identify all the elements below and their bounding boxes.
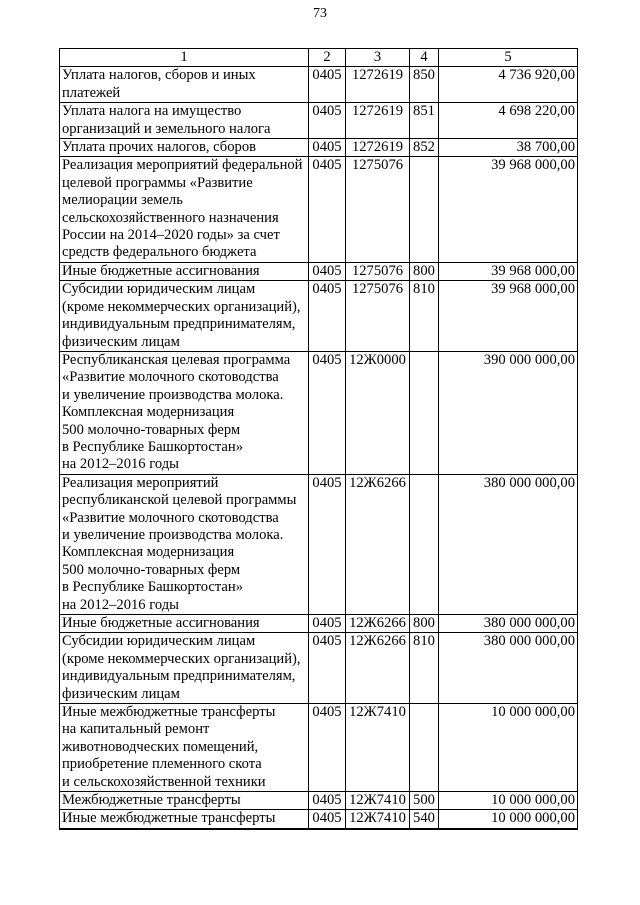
cell-expense xyxy=(410,704,439,792)
cell-target: 12Ж0000 xyxy=(346,351,410,474)
cell-name-line: индивидуальным предпринимателям, xyxy=(62,316,296,333)
cell-section: 0405 xyxy=(309,810,346,829)
cell-section: 0405 xyxy=(309,474,346,614)
cell-amount: 10 000 000,00 xyxy=(439,810,578,829)
cell-name-line: Уплата прочих налогов, сборов xyxy=(62,139,257,156)
budget-table xyxy=(59,48,578,830)
cell-name-line: Субсидии юридическим лицам xyxy=(62,633,256,650)
table-row xyxy=(60,281,578,352)
cell-name-line: 500 молочно-товарных ферм xyxy=(62,561,241,578)
cell-expense: 500 xyxy=(410,792,439,810)
table-row xyxy=(60,474,578,614)
cell-target: 1275076 xyxy=(346,281,410,352)
cell-name-line: Реализация мероприятий xyxy=(62,474,219,491)
cell-name-line: на 2012–2016 годы xyxy=(62,596,179,613)
cell-amount: 4 736 920,00 xyxy=(439,67,578,103)
cell-amount: 380 000 000,00 xyxy=(439,615,578,633)
cell-name-line: организаций и земельного налога xyxy=(62,120,271,137)
cell-name-line: Республиканская целевая программа xyxy=(62,351,291,368)
cell-section: 0405 xyxy=(309,792,346,810)
cell-name xyxy=(60,351,309,474)
cell-amount: 39 968 000,00 xyxy=(439,281,578,352)
cell-name-line: Иные межбюджетные трансферты xyxy=(62,810,276,827)
cell-amount: 39 968 000,00 xyxy=(439,157,578,262)
table-body xyxy=(60,67,578,829)
cell-section: 0405 xyxy=(309,351,346,474)
table-row xyxy=(60,139,578,157)
cell-name xyxy=(60,103,309,139)
page-number: 73 xyxy=(313,6,327,21)
cell-amount: 4 698 220,00 xyxy=(439,103,578,139)
cell-name-line: сельскохозяйственного назначения xyxy=(62,209,279,226)
cell-name-line: индивидуальным предпринимателям, xyxy=(62,668,296,685)
cell-name xyxy=(60,810,309,829)
cell-section: 0405 xyxy=(309,633,346,704)
cell-name-line: животноводческих помещений, xyxy=(62,738,259,755)
cell-name-line: «Развитие молочного скотоводства xyxy=(62,509,279,526)
header-col-2: 2 xyxy=(309,49,346,67)
cell-expense: 852 xyxy=(410,139,439,157)
cell-expense xyxy=(410,157,439,262)
table-row xyxy=(60,262,578,280)
cell-name-line: Иные бюджетные ассигнования xyxy=(62,262,260,279)
cell-amount: 380 000 000,00 xyxy=(439,633,578,704)
cell-amount: 10 000 000,00 xyxy=(439,704,578,792)
cell-target: 12Ж7410 xyxy=(346,704,410,792)
cell-target: 12Ж6266 xyxy=(346,633,410,704)
cell-name xyxy=(60,615,309,633)
cell-name xyxy=(60,139,309,157)
cell-name-line: в Республике Башкортостан» xyxy=(62,438,244,455)
cell-name-line: республиканской целевой программы xyxy=(62,492,297,509)
cell-name xyxy=(60,474,309,614)
cell-name-line: в Республике Башкортостан» xyxy=(62,579,244,596)
cell-section: 0405 xyxy=(309,157,346,262)
cell-target: 1272619 xyxy=(346,67,410,103)
cell-amount: 380 000 000,00 xyxy=(439,474,578,614)
cell-section: 0405 xyxy=(309,67,346,103)
cell-name-line: на капитальный ремонт xyxy=(62,721,210,738)
cell-section: 0405 xyxy=(309,262,346,280)
cell-name-line: 500 молочно-товарных ферм xyxy=(62,421,241,438)
cell-name xyxy=(60,704,309,792)
cell-amount: 10 000 000,00 xyxy=(439,792,578,810)
cell-expense: 810 xyxy=(410,281,439,352)
cell-name-line: Иные бюджетные ассигнования xyxy=(62,615,260,631)
cell-name-line: Иные межбюджетные трансферты xyxy=(62,704,276,721)
cell-name-line: целевой программы «Развитие xyxy=(62,174,253,191)
header-col-1: 1 xyxy=(60,49,309,67)
cell-section: 0405 xyxy=(309,281,346,352)
cell-expense: 851 xyxy=(410,103,439,139)
cell-amount: 39 968 000,00 xyxy=(439,262,578,280)
cell-name-line: Реализация мероприятий федеральной xyxy=(62,157,303,174)
cell-name-line: платежей xyxy=(62,84,121,101)
cell-name-line: физическим лицам xyxy=(62,333,180,350)
cell-name-line: физическим лицам xyxy=(62,685,180,702)
cell-name xyxy=(60,157,309,262)
cell-section: 0405 xyxy=(309,615,346,633)
cell-target: 12Ж6266 xyxy=(346,474,410,614)
cell-name-line: Межбюджетные трансферты xyxy=(62,792,241,809)
cell-name-line: Комплексная модернизация xyxy=(62,404,235,421)
cell-amount: 38 700,00 xyxy=(439,139,578,157)
cell-name-line: мелиорации земель xyxy=(62,192,183,209)
table-row xyxy=(60,810,578,829)
cell-section: 0405 xyxy=(309,139,346,157)
cell-name xyxy=(60,633,309,704)
table-row xyxy=(60,67,578,103)
cell-target: 12Ж7410 xyxy=(346,810,410,829)
cell-name-line: и увеличение производства молока. xyxy=(62,386,284,403)
cell-name-line: Комплексная модернизация xyxy=(62,544,235,561)
cell-expense: 850 xyxy=(410,67,439,103)
table-row xyxy=(60,792,578,810)
cell-name-line: «Развитие молочного скотоводства xyxy=(62,369,279,386)
header-col-3: 3 xyxy=(346,49,410,67)
cell-name xyxy=(60,262,309,280)
table-row xyxy=(60,351,578,474)
cell-name-line: приобретение племенного скота xyxy=(62,756,262,773)
cell-target: 12Ж7410 xyxy=(346,792,410,810)
cell-section: 0405 xyxy=(309,704,346,792)
table-row xyxy=(60,103,578,139)
table-row xyxy=(60,704,578,792)
cell-expense xyxy=(410,474,439,614)
cell-name xyxy=(60,67,309,103)
cell-target: 1272619 xyxy=(346,103,410,139)
cell-name xyxy=(60,792,309,810)
cell-name-line: Уплата налога на имущество xyxy=(62,103,242,120)
cell-target: 1272619 xyxy=(346,139,410,157)
cell-target: 1275076 xyxy=(346,262,410,280)
cell-expense: 810 xyxy=(410,633,439,704)
header-col-4: 4 xyxy=(410,49,439,67)
cell-name-line: и сельскохозяйственной техники xyxy=(62,773,266,790)
cell-name-line: (кроме некоммерческих организаций), xyxy=(62,650,301,667)
header-col-5: 5 xyxy=(439,49,578,67)
cell-name-line: средств федерального бюджета xyxy=(62,244,257,261)
cell-target: 12Ж6266 xyxy=(346,615,410,633)
cell-name-line: России на 2014–2020 годы» за счет xyxy=(62,227,280,244)
cell-expense xyxy=(410,351,439,474)
cell-name-line: Уплата налогов, сборов и иных xyxy=(62,67,256,84)
cell-expense: 540 xyxy=(410,810,439,829)
table-row xyxy=(60,615,578,633)
cell-name-line: (кроме некоммерческих организаций), xyxy=(62,298,301,315)
table-row xyxy=(60,633,578,704)
cell-expense: 800 xyxy=(410,262,439,280)
cell-target: 1275076 xyxy=(346,157,410,262)
cell-name-line: Субсидии юридическим лицам xyxy=(62,281,256,298)
cell-name-line: и увеличение производства молока. xyxy=(62,526,284,543)
cell-name xyxy=(60,281,309,352)
cell-name-line: на 2012–2016 годы xyxy=(62,456,179,473)
cell-expense: 800 xyxy=(410,615,439,633)
table-row xyxy=(60,157,578,262)
cell-section: 0405 xyxy=(309,103,346,139)
table-header-row xyxy=(60,49,578,67)
cell-amount: 390 000 000,00 xyxy=(439,351,578,474)
